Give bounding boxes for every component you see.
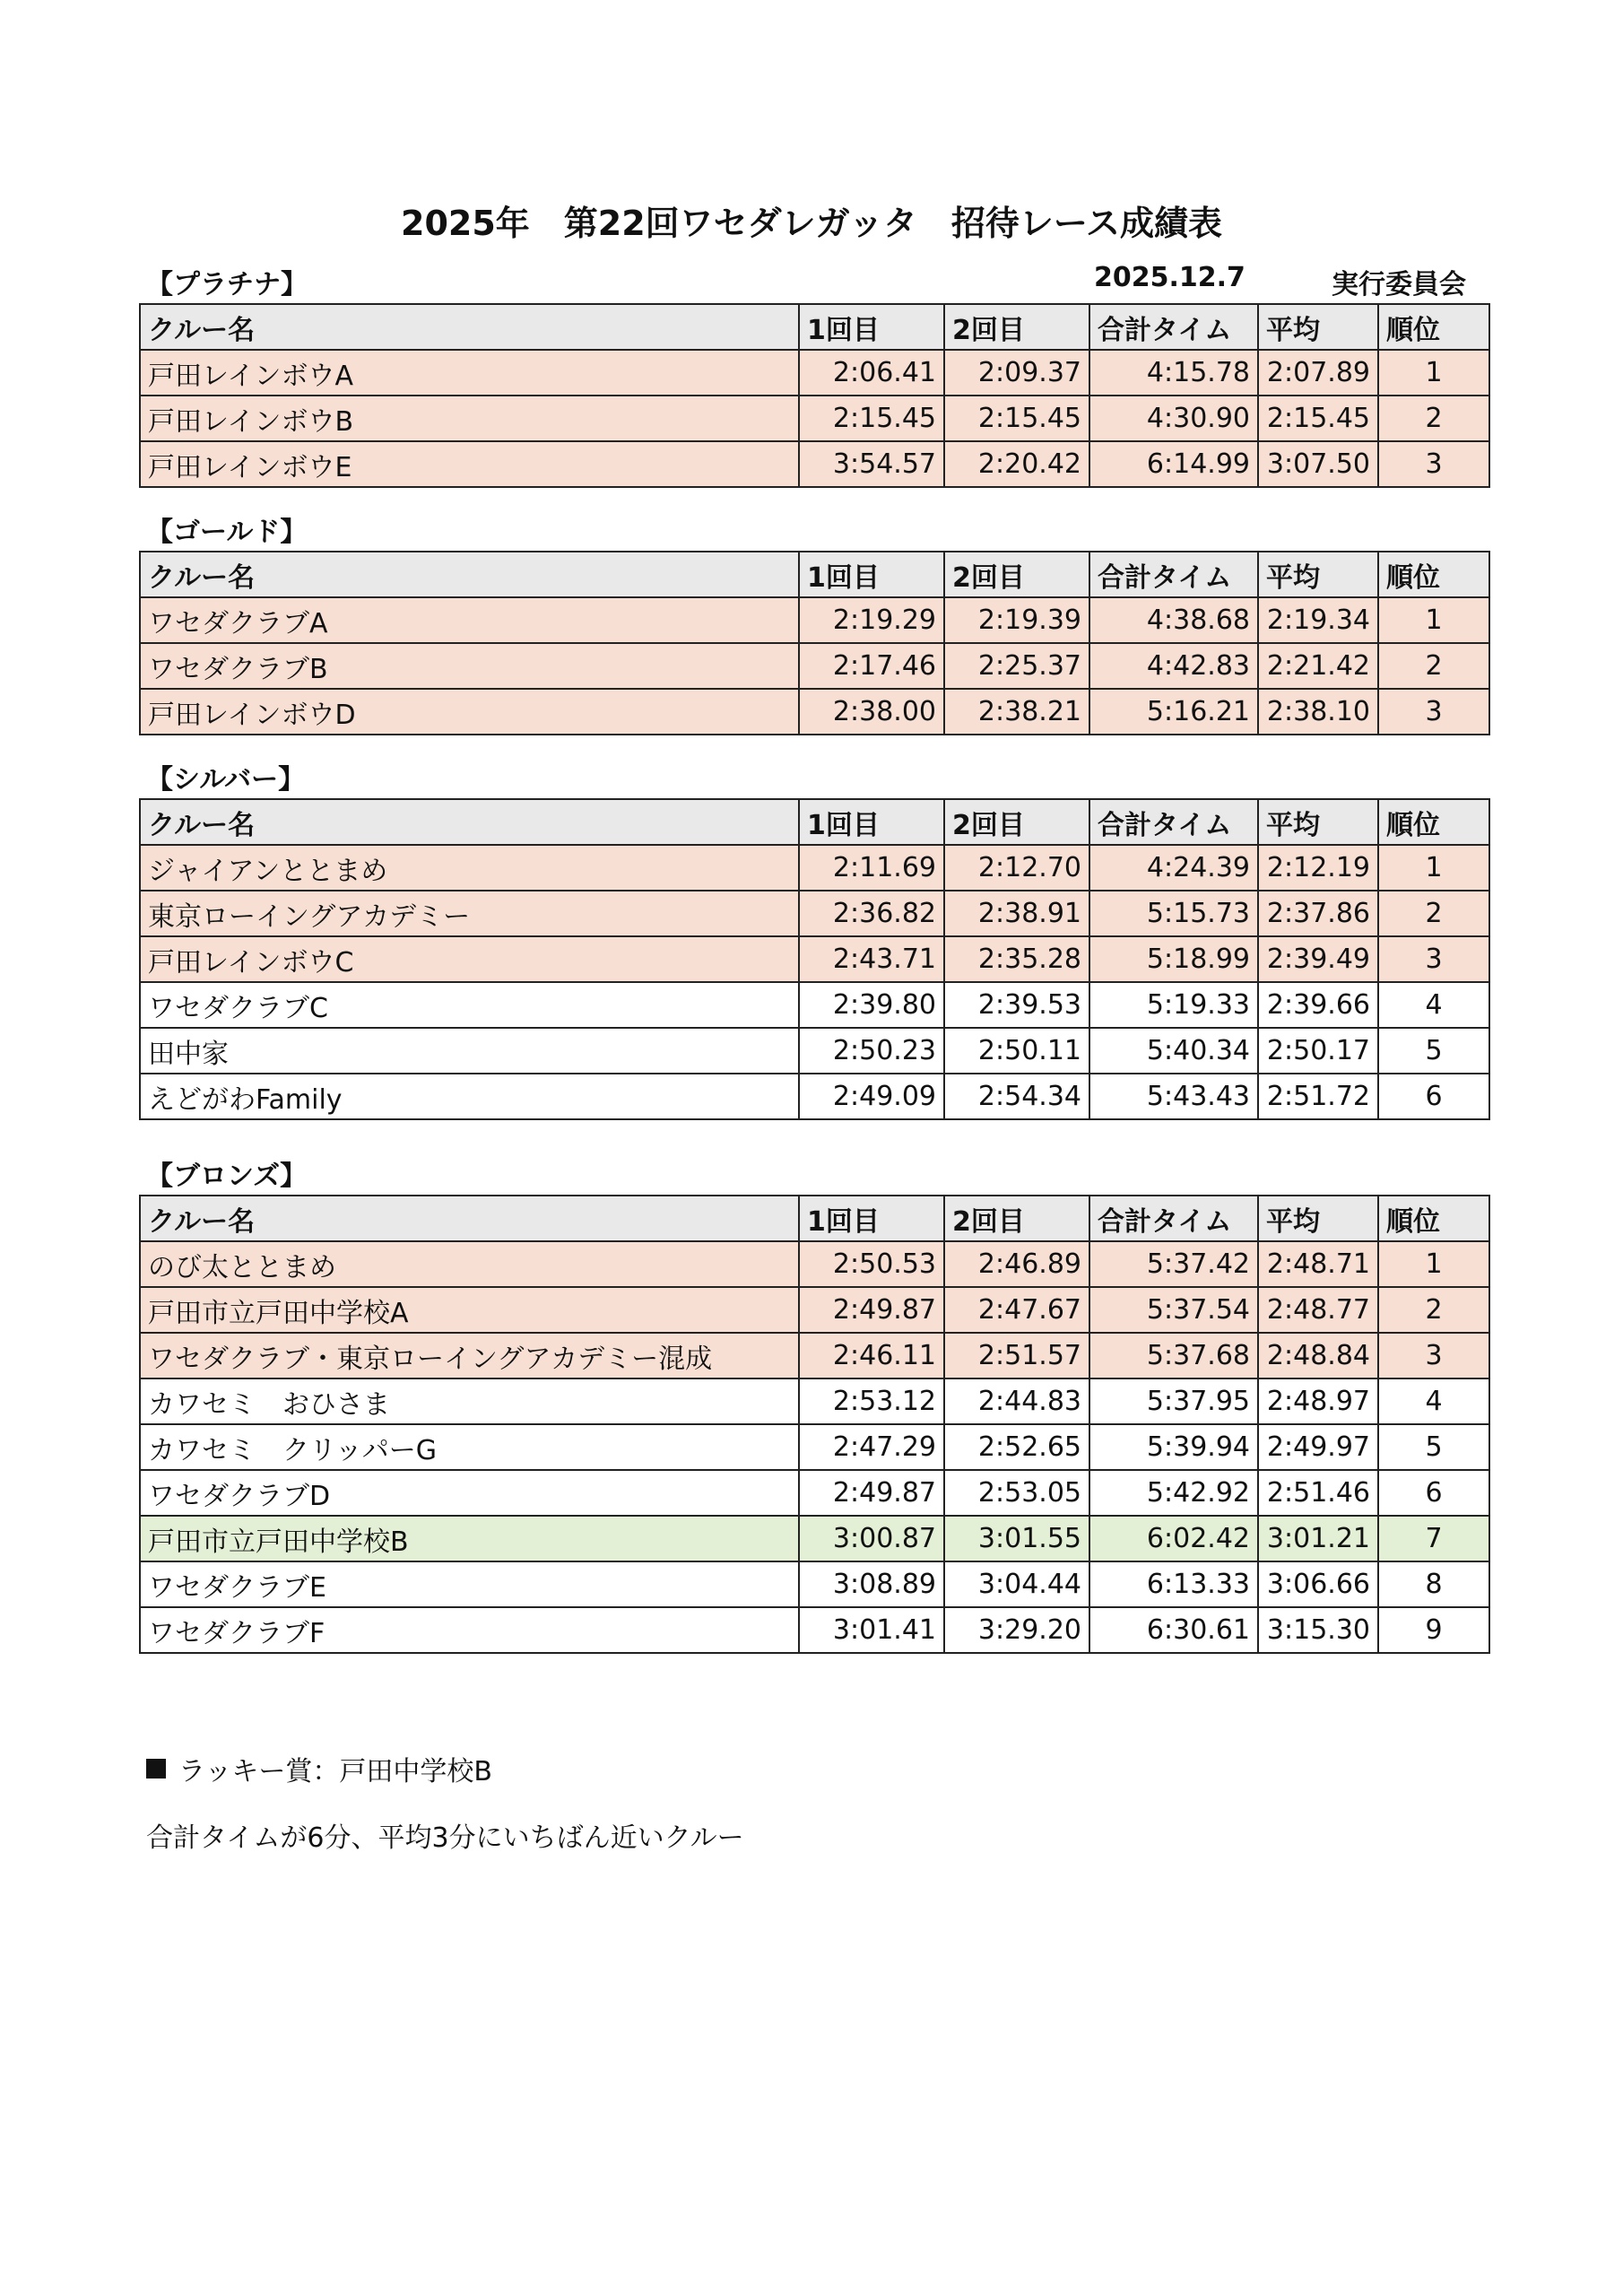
col-header-rank: 順位: [1378, 1196, 1489, 1241]
round2-time-cell: 2:46.89: [944, 1241, 1089, 1287]
lucky-award-line: [146, 1749, 744, 1788]
col-header-round2: 2回目: [944, 1196, 1089, 1241]
round1-time-cell: 2:06.41: [799, 350, 944, 396]
col-header-total: 合計タイム: [1089, 799, 1258, 845]
average-time-cell: 2:39.49: [1258, 936, 1378, 982]
rank-cell: 5: [1378, 1028, 1489, 1074]
total-time-cell: 4:15.78: [1089, 350, 1258, 396]
col-header-round2: 2回目: [944, 552, 1089, 597]
round1-time-cell: 2:50.23: [799, 1028, 944, 1074]
crew-name-cell: ワセダクラブF: [140, 1607, 799, 1653]
round1-time-cell: 2:49.87: [799, 1470, 944, 1516]
average-time-cell: 2:50.17: [1258, 1028, 1378, 1074]
round2-time-cell: 2:53.05: [944, 1470, 1089, 1516]
average-time-cell: 2:07.89: [1258, 350, 1378, 396]
round2-time-cell: 2:20.42: [944, 441, 1089, 487]
total-time-cell: 4:30.90: [1089, 396, 1258, 441]
round2-time-cell: 2:47.67: [944, 1287, 1089, 1333]
col-header-name: クルー名: [140, 1196, 799, 1241]
average-time-cell: 3:15.30: [1258, 1607, 1378, 1653]
round2-time-cell: 2:25.37: [944, 643, 1089, 689]
crew-name-cell: 東京ローイングアカデミー: [140, 891, 799, 936]
rank-cell: 3: [1378, 441, 1489, 487]
crew-name-cell: 戸田レインボウB: [140, 396, 799, 441]
table-header-row: [140, 304, 1489, 350]
table-row: [140, 1028, 1489, 1074]
crew-name-cell: 戸田市立戸田中学校A: [140, 1287, 799, 1333]
rank-cell: 2: [1378, 891, 1489, 936]
crew-name-cell: 戸田レインボウA: [140, 350, 799, 396]
results-table-gold: [139, 551, 1490, 735]
round2-time-cell: 2:15.45: [944, 396, 1089, 441]
crew-name-cell: 戸田市立戸田中学校B: [140, 1516, 799, 1561]
col-header-total: 合計タイム: [1089, 304, 1258, 350]
col-header-rank: 順位: [1378, 552, 1489, 597]
rank-cell: 6: [1378, 1470, 1489, 1516]
rank-cell: 4: [1378, 1378, 1489, 1424]
col-header-name: クルー名: [140, 304, 799, 350]
table-row: [140, 1607, 1489, 1653]
total-time-cell: 5:19.33: [1089, 982, 1258, 1028]
rank-cell: 8: [1378, 1561, 1489, 1607]
crew-name-cell: ワセダクラブC: [140, 982, 799, 1028]
round1-time-cell: 2:47.29: [799, 1424, 944, 1470]
table-row: [140, 597, 1489, 643]
lucky-award-note: 合計タイムが6分、平均3分にいちばん近いクルー: [146, 1822, 744, 1854]
round2-time-cell: 2:12.70: [944, 845, 1089, 891]
page-title: 2025年 第22回ワセダレガッタ 招待レース成績表: [401, 204, 1222, 243]
total-time-cell: 5:39.94: [1089, 1424, 1258, 1470]
col-header-rank: 順位: [1378, 304, 1489, 350]
average-time-cell: 2:48.97: [1258, 1378, 1378, 1424]
round2-time-cell: 2:38.21: [944, 689, 1089, 735]
round1-time-cell: 2:39.80: [799, 982, 944, 1028]
average-time-cell: 2:12.19: [1258, 845, 1378, 891]
rank-cell: 1: [1378, 350, 1489, 396]
black-square-icon: [146, 1759, 166, 1779]
rank-cell: 2: [1378, 1287, 1489, 1333]
section-label-silver: 【シルバー】: [146, 764, 306, 796]
rank-cell: 2: [1378, 643, 1489, 689]
crew-name-cell: 戸田レインボウD: [140, 689, 799, 735]
col-header-name: クルー名: [140, 799, 799, 845]
rank-cell: 1: [1378, 845, 1489, 891]
total-time-cell: 5:15.73: [1089, 891, 1258, 936]
col-header-avg: 平均: [1258, 1196, 1378, 1241]
results-table-silver: [139, 798, 1490, 1120]
average-time-cell: 2:21.42: [1258, 643, 1378, 689]
col-header-rank: 順位: [1378, 799, 1489, 845]
round2-time-cell: 2:52.65: [944, 1424, 1089, 1470]
round1-time-cell: 2:43.71: [799, 936, 944, 982]
average-time-cell: 2:48.71: [1258, 1241, 1378, 1287]
rank-cell: 2: [1378, 396, 1489, 441]
total-time-cell: 5:42.92: [1089, 1470, 1258, 1516]
round2-time-cell: 2:39.53: [944, 982, 1089, 1028]
crew-name-cell: 戸田レインボウE: [140, 441, 799, 487]
total-time-cell: 5:16.21: [1089, 689, 1258, 735]
table-row: [140, 845, 1489, 891]
table-row: [140, 1424, 1489, 1470]
rank-cell: 1: [1378, 597, 1489, 643]
col-header-avg: 平均: [1258, 552, 1378, 597]
col-header-avg: 平均: [1258, 799, 1378, 845]
average-time-cell: 2:39.66: [1258, 982, 1378, 1028]
round1-time-cell: 3:00.87: [799, 1516, 944, 1561]
average-time-cell: 2:15.45: [1258, 396, 1378, 441]
section-label-bronze: 【ブロンズ】: [146, 1161, 308, 1192]
col-header-round2: 2回目: [944, 799, 1089, 845]
table-row: [140, 689, 1489, 735]
table-row: [140, 643, 1489, 689]
crew-name-cell: カワセミ おひさま: [140, 1378, 799, 1424]
table-row: [140, 1241, 1489, 1287]
round2-time-cell: 3:29.20: [944, 1607, 1089, 1653]
rank-cell: 9: [1378, 1607, 1489, 1653]
round1-time-cell: 2:17.46: [799, 643, 944, 689]
round1-time-cell: 2:46.11: [799, 1333, 944, 1378]
round1-time-cell: 2:11.69: [799, 845, 944, 891]
average-time-cell: 2:37.86: [1258, 891, 1378, 936]
col-header-round1: 1回目: [799, 799, 944, 845]
col-header-name: クルー名: [140, 552, 799, 597]
round2-time-cell: 3:01.55: [944, 1516, 1089, 1561]
event-date: 2025.12.7: [1094, 262, 1245, 293]
table-row: [140, 441, 1489, 487]
table-row: [140, 1287, 1489, 1333]
round1-time-cell: 2:49.09: [799, 1074, 944, 1119]
col-header-round2: 2回目: [944, 304, 1089, 350]
table-row: [140, 1470, 1489, 1516]
crew-name-cell: ワセダクラブ・東京ローイングアカデミー混成: [140, 1333, 799, 1378]
total-time-cell: 4:24.39: [1089, 845, 1258, 891]
round2-time-cell: 3:04.44: [944, 1561, 1089, 1607]
table-row: [140, 1378, 1489, 1424]
crew-name-cell: えどがわFamily: [140, 1074, 799, 1119]
crew-name-cell: 田中家: [140, 1028, 799, 1074]
round1-time-cell: 2:49.87: [799, 1287, 944, 1333]
results-table-bronze: [139, 1195, 1490, 1654]
average-time-cell: 2:19.34: [1258, 597, 1378, 643]
round1-time-cell: 2:53.12: [799, 1378, 944, 1424]
results-table-platinum: [139, 303, 1490, 488]
average-time-cell: 3:06.66: [1258, 1561, 1378, 1607]
rank-cell: 3: [1378, 689, 1489, 735]
total-time-cell: 5:18.99: [1089, 936, 1258, 982]
rank-cell: 6: [1378, 1074, 1489, 1119]
table-row: [140, 350, 1489, 396]
round1-time-cell: 2:36.82: [799, 891, 944, 936]
average-time-cell: 2:51.46: [1258, 1470, 1378, 1516]
crew-name-cell: ワセダクラブD: [140, 1470, 799, 1516]
rank-cell: 5: [1378, 1424, 1489, 1470]
total-time-cell: 5:43.43: [1089, 1074, 1258, 1119]
table-header-row: [140, 552, 1489, 597]
total-time-cell: 5:37.42: [1089, 1241, 1258, 1287]
rank-cell: 4: [1378, 982, 1489, 1028]
col-header-round1: 1回目: [799, 304, 944, 350]
crew-name-cell: のび太ととまめ: [140, 1241, 799, 1287]
col-header-total: 合計タイム: [1089, 1196, 1258, 1241]
total-time-cell: 6:14.99: [1089, 441, 1258, 487]
col-header-total: 合計タイム: [1089, 552, 1258, 597]
table-row: [140, 891, 1489, 936]
crew-name-cell: カワセミ クリッパーG: [140, 1424, 799, 1470]
table-row: [140, 936, 1489, 982]
table-header-row: [140, 1196, 1489, 1241]
average-time-cell: 3:07.50: [1258, 441, 1378, 487]
average-time-cell: 2:49.97: [1258, 1424, 1378, 1470]
col-header-round1: 1回目: [799, 552, 944, 597]
total-time-cell: 5:37.95: [1089, 1378, 1258, 1424]
rank-cell: 3: [1378, 936, 1489, 982]
crew-name-cell: ワセダクラブA: [140, 597, 799, 643]
round2-time-cell: 2:35.28: [944, 936, 1089, 982]
table-row: [140, 1561, 1489, 1607]
round1-time-cell: 2:15.45: [799, 396, 944, 441]
round2-time-cell: 2:54.34: [944, 1074, 1089, 1119]
round1-time-cell: 3:08.89: [799, 1561, 944, 1607]
col-header-avg: 平均: [1258, 304, 1378, 350]
rank-cell: 1: [1378, 1241, 1489, 1287]
table-row: [140, 396, 1489, 441]
round2-time-cell: 2:38.91: [944, 891, 1089, 936]
round2-time-cell: 2:09.37: [944, 350, 1089, 396]
total-time-cell: 6:30.61: [1089, 1607, 1258, 1653]
round1-time-cell: 3:01.41: [799, 1607, 944, 1653]
section-label-gold: 【ゴールド】: [146, 517, 308, 548]
average-time-cell: 2:48.77: [1258, 1287, 1378, 1333]
col-header-round1: 1回目: [799, 1196, 944, 1241]
crew-name-cell: ワセダクラブE: [140, 1561, 799, 1607]
table-row: [140, 1516, 1489, 1561]
table-row: [140, 1074, 1489, 1119]
round1-time-cell: 2:38.00: [799, 689, 944, 735]
round1-time-cell: 2:19.29: [799, 597, 944, 643]
round2-time-cell: 2:51.57: [944, 1333, 1089, 1378]
crew-name-cell: 戸田レインボウC: [140, 936, 799, 982]
total-time-cell: 5:37.54: [1089, 1287, 1258, 1333]
table-row: [140, 1333, 1489, 1378]
average-time-cell: 3:01.21: [1258, 1516, 1378, 1561]
rank-cell: 3: [1378, 1333, 1489, 1378]
table-row: [140, 982, 1489, 1028]
round2-time-cell: 2:50.11: [944, 1028, 1089, 1074]
lucky-award-text: ラッキー賞：戸田中学校B: [178, 1756, 492, 1787]
footer: [146, 1749, 744, 1855]
average-time-cell: 2:48.84: [1258, 1333, 1378, 1378]
total-time-cell: 5:40.34: [1089, 1028, 1258, 1074]
total-time-cell: 4:38.68: [1089, 597, 1258, 643]
rank-cell: 7: [1378, 1516, 1489, 1561]
total-time-cell: 4:42.83: [1089, 643, 1258, 689]
total-time-cell: 6:02.42: [1089, 1516, 1258, 1561]
round2-time-cell: 2:19.39: [944, 597, 1089, 643]
crew-name-cell: ジャイアンととまめ: [140, 845, 799, 891]
committee-label: 実行委員会: [1332, 269, 1466, 300]
round1-time-cell: 3:54.57: [799, 441, 944, 487]
total-time-cell: 5:37.68: [1089, 1333, 1258, 1378]
table-header-row: [140, 799, 1489, 845]
header-line: [139, 258, 1488, 298]
total-time-cell: 6:13.33: [1089, 1561, 1258, 1607]
crew-name-cell: ワセダクラブB: [140, 643, 799, 689]
section-label-platinum: 【プラチナ】: [146, 269, 308, 300]
round2-time-cell: 2:44.83: [944, 1378, 1089, 1424]
round1-time-cell: 2:50.53: [799, 1241, 944, 1287]
average-time-cell: 2:51.72: [1258, 1074, 1378, 1119]
average-time-cell: 2:38.10: [1258, 689, 1378, 735]
